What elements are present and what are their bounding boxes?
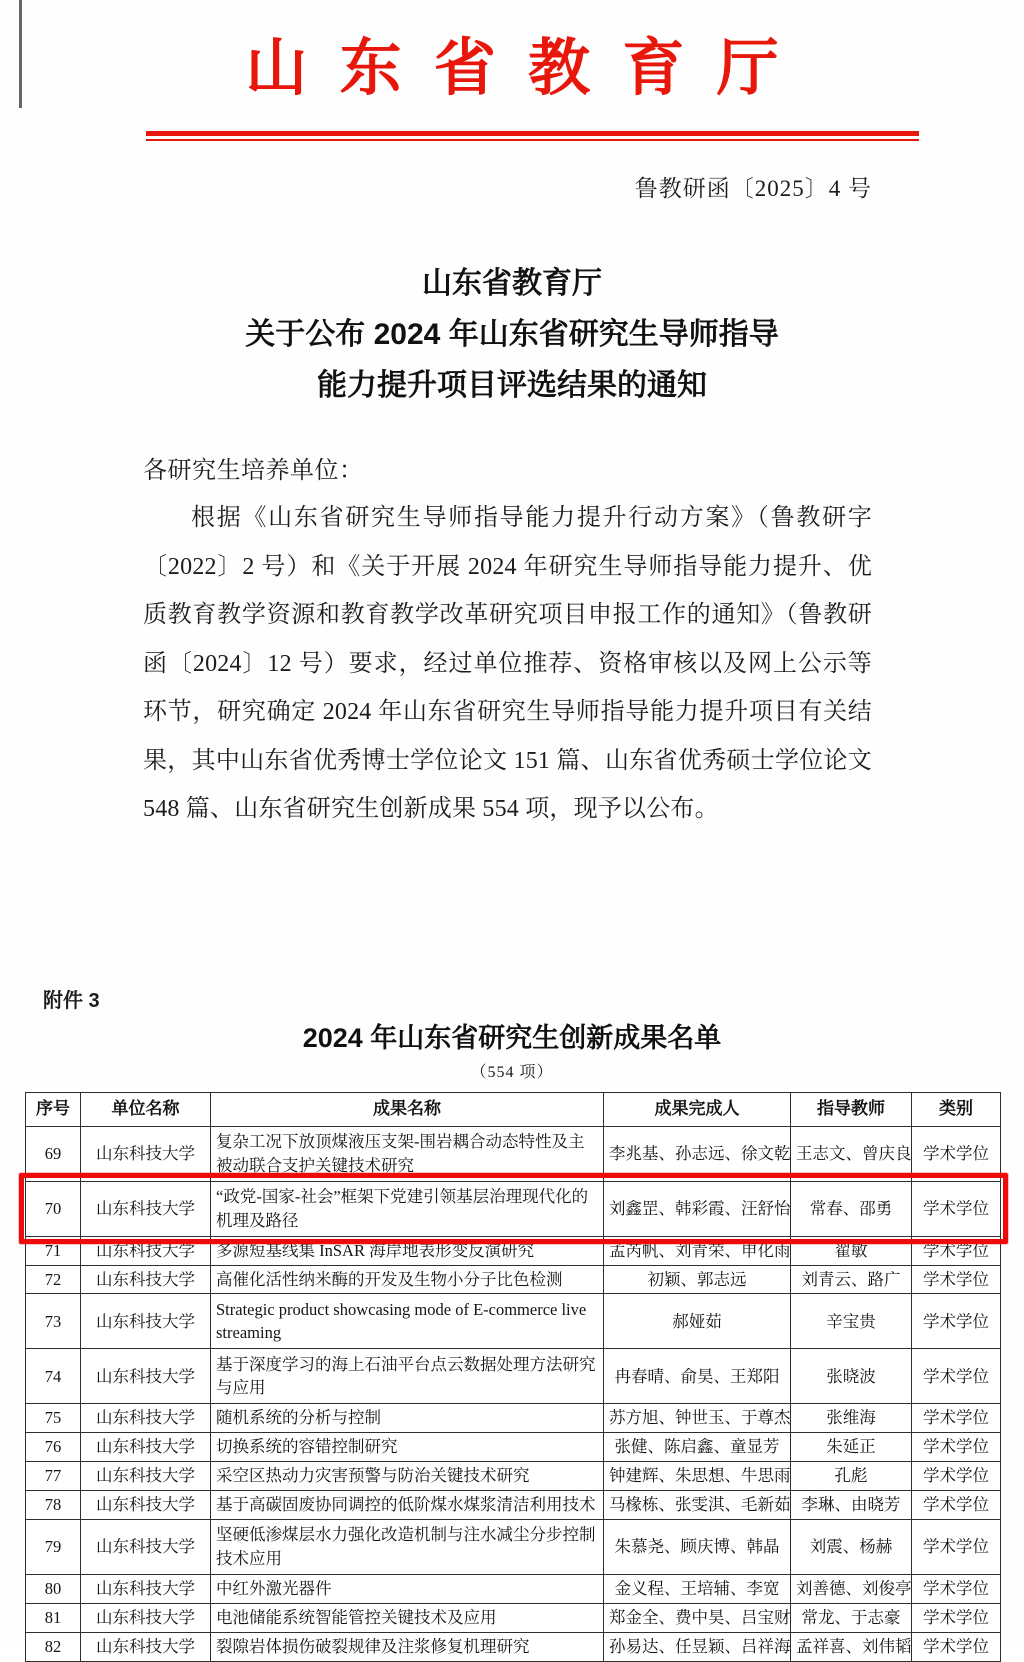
cell-authors: 孟芮帆、刘青荣、申化雨 [604,1236,791,1265]
letterhead-agency-title: 山东省教育厅 [245,35,811,103]
cell-achievement: 多源短基线集 InSAR 海岸地表形变反演研究 [211,1236,604,1265]
cell-advisors: 孔彪 [791,1462,912,1491]
table-row [26,1633,1001,1662]
cell-authors: 金义程、王培辅、李宽 [604,1575,791,1604]
cell-achievement: 切换系统的容错控制研究 [211,1433,604,1462]
table-row [26,1575,1001,1604]
cell-unit: 山东科技大学 [81,1633,211,1662]
divider-thick-line [146,131,919,136]
cell-advisors: 孟祥喜、刘伟韬 [791,1633,912,1662]
header-authors: 成果完成人 [604,1093,791,1127]
cell-achievement: 坚硬低渗煤层水力强化改造机制与注水减尘分步控制技术应用 [211,1520,604,1575]
table-row [26,1604,1001,1633]
cell-unit: 山东科技大学 [81,1181,211,1236]
cell-achievement: 随机系统的分析与控制 [211,1404,604,1433]
list-subtitle: （554 项） [470,1064,554,1081]
table-row [26,1433,1001,1462]
cell-unit: 山东科技大学 [81,1462,211,1491]
table-row [26,1491,1001,1520]
table-row [26,1520,1001,1575]
notice-title-line-3: 能力提升项目评选结果的通知 [317,369,707,402]
notice-title-line-1: 山东省教育厅 [422,267,602,300]
cell-category: 学术学位 [912,1181,1001,1236]
cell-advisors: 张维海 [791,1404,912,1433]
cell-authors: 刘鑫罡、韩彩霞、汪舒怡 [604,1181,791,1236]
cell-no: 72 [26,1265,81,1294]
cell-category: 学术学位 [912,1294,1001,1349]
table-body [26,1126,1001,1661]
cell-achievement: 中红外激光器件 [211,1575,604,1604]
cell-no: 74 [26,1349,81,1404]
cell-no: 76 [26,1433,81,1462]
cell-authors: 马椽栋、张雯淇、毛新茹 [604,1491,791,1520]
cell-no: 73 [26,1294,81,1349]
cell-no: 82 [26,1633,81,1662]
cell-authors: 孙易达、任昱颖、吕祥海 [604,1633,791,1662]
list-title: 2024 年山东省研究生创新成果名单 [302,1023,722,1053]
cell-no: 75 [26,1404,81,1433]
cell-category: 学术学位 [912,1126,1001,1181]
cell-unit: 山东科技大学 [81,1349,211,1404]
cell-advisors: 辛宝贵 [791,1294,912,1349]
header-advisors: 指导教师 [791,1093,912,1127]
cell-no: 70 [26,1181,81,1236]
header-unit: 单位名称 [81,1093,211,1127]
table-row [26,1294,1001,1349]
cell-achievement: 采空区热动力灾害预警与防治关键技术研究 [211,1462,604,1491]
table-header-row [26,1093,1001,1127]
cell-advisors: 张晓波 [791,1349,912,1404]
cell-achievement: “政党-国家-社会”框架下党建引领基层治理现代化的机理及路径 [211,1181,604,1236]
cell-authors: 郝娅茹 [604,1294,791,1349]
header-category: 类别 [912,1093,1001,1127]
cell-unit: 山东科技大学 [81,1520,211,1575]
cell-authors: 苏方旭、钟世玉、于尊杰 [604,1404,791,1433]
notice-title [0,258,1024,411]
cell-unit: 山东科技大学 [81,1433,211,1462]
cell-unit: 山东科技大学 [81,1294,211,1349]
cell-no: 71 [26,1236,81,1265]
cell-advisors: 常春、邵勇 [791,1181,912,1236]
cell-achievement: 裂隙岩体损伤破裂规律及注浆修复机理研究 [211,1633,604,1662]
cell-advisors: 常龙、于志豪 [791,1604,912,1633]
cell-advisors: 王志文、曾庆良 [791,1126,912,1181]
table-row [26,1404,1001,1433]
cell-achievement: Strategic product showcasing mode of E-commerce live streaming [211,1294,604,1349]
cell-achievement: 电池储能系统智能管控关键技术及应用 [211,1604,604,1633]
cell-no: 81 [26,1604,81,1633]
cell-no: 79 [26,1520,81,1575]
table-row [26,1236,1001,1265]
cell-authors: 冉春晴、俞昊、王郑阳 [604,1349,791,1404]
notice-title-line-2: 关于公布 2024 年山东省研究生导师指导 [245,318,779,351]
cell-unit: 山东科技大学 [81,1604,211,1633]
cell-category: 学术学位 [912,1236,1001,1265]
cell-category: 学术学位 [912,1404,1001,1433]
table-row [26,1349,1001,1404]
cell-unit: 山东科技大学 [81,1491,211,1520]
cell-advisors: 李琳、由晓芳 [791,1491,912,1520]
document-number: 鲁教研函〔2025〕4 号 [634,176,872,201]
cell-category: 学术学位 [912,1349,1001,1404]
letterhead-divider [146,131,919,141]
cell-category: 学术学位 [912,1265,1001,1294]
cell-achievement: 基于高碳固废协同调控的低阶煤水煤浆清洁利用技术 [211,1491,604,1520]
cell-no: 77 [26,1462,81,1491]
notice-body: 根据《山东省研究生导师指导能力提升行动方案》（鲁教研字〔2022〕2 号）和《关于开展 2024 年研究生导师指导能力提升、优质教育教学资源和教育教学改革研究项目申报工作的通知》（鲁教研函〔2024〕12 号）要求，经过单位推荐、资格审核以及网上公示等环节，研究确定 2024 年山东省研究生导师指导能力提升项目有关结果，其中山东省优秀博士学位论文 151 篇、山东省优秀硕士学位论文 548 篇、山东省研究生创新成果 554 项，现予以公布。 [143,505,872,822]
cell-category: 学术学位 [912,1491,1001,1520]
cell-category: 学术学位 [912,1604,1001,1633]
table-row [26,1181,1001,1236]
header-no: 序号 [26,1093,81,1127]
cell-no: 69 [26,1126,81,1181]
salutation: 各研究生培养单位： [143,458,364,484]
cell-no: 78 [26,1491,81,1520]
cell-authors: 郑金全、费中昊、吕宝财 [604,1604,791,1633]
cell-advisors: 刘震、杨赫 [791,1520,912,1575]
cell-advisors: 刘善德、刘俊亭 [791,1575,912,1604]
cell-achievement: 基于深度学习的海上石油平台点云数据处理方法研究与应用 [211,1349,604,1404]
cell-category: 学术学位 [912,1633,1001,1662]
cell-achievement: 高催化活性纳米酶的开发及生物小分子比色检测 [211,1265,604,1294]
table-row [26,1265,1001,1294]
divider-thin-line [146,139,919,141]
results-table [25,1092,1001,1662]
cell-authors: 朱慕尧、顾庆博、韩晶 [604,1520,791,1575]
cell-authors: 张健、陈启鑫、童显芳 [604,1433,791,1462]
attachment-label: 附件 3 [43,990,100,1012]
cell-unit: 山东科技大学 [81,1265,211,1294]
header-achievement: 成果名称 [211,1093,604,1127]
cell-advisors: 朱延正 [791,1433,912,1462]
table-row [26,1462,1001,1491]
cell-category: 学术学位 [912,1575,1001,1604]
cell-authors: 钟建辉、朱思想、牛思雨 [604,1462,791,1491]
cell-unit: 山东科技大学 [81,1575,211,1604]
table-row [26,1126,1001,1181]
cell-category: 学术学位 [912,1433,1001,1462]
cell-category: 学术学位 [912,1520,1001,1575]
cell-advisors: 翟敏 [791,1236,912,1265]
cell-advisors: 刘青云、路广 [791,1265,912,1294]
cell-unit: 山东科技大学 [81,1126,211,1181]
cell-authors: 李兆基、孙志远、徐文乾 [604,1126,791,1181]
cell-category: 学术学位 [912,1462,1001,1491]
cell-achievement: 复杂工况下放顶煤液压支架-围岩耦合动态特性及主被动联合支护关键技术研究 [211,1126,604,1181]
cell-unit: 山东科技大学 [81,1404,211,1433]
cell-no: 80 [26,1575,81,1604]
cell-unit: 山东科技大学 [81,1236,211,1265]
cell-authors: 初颖、郭志远 [604,1265,791,1294]
